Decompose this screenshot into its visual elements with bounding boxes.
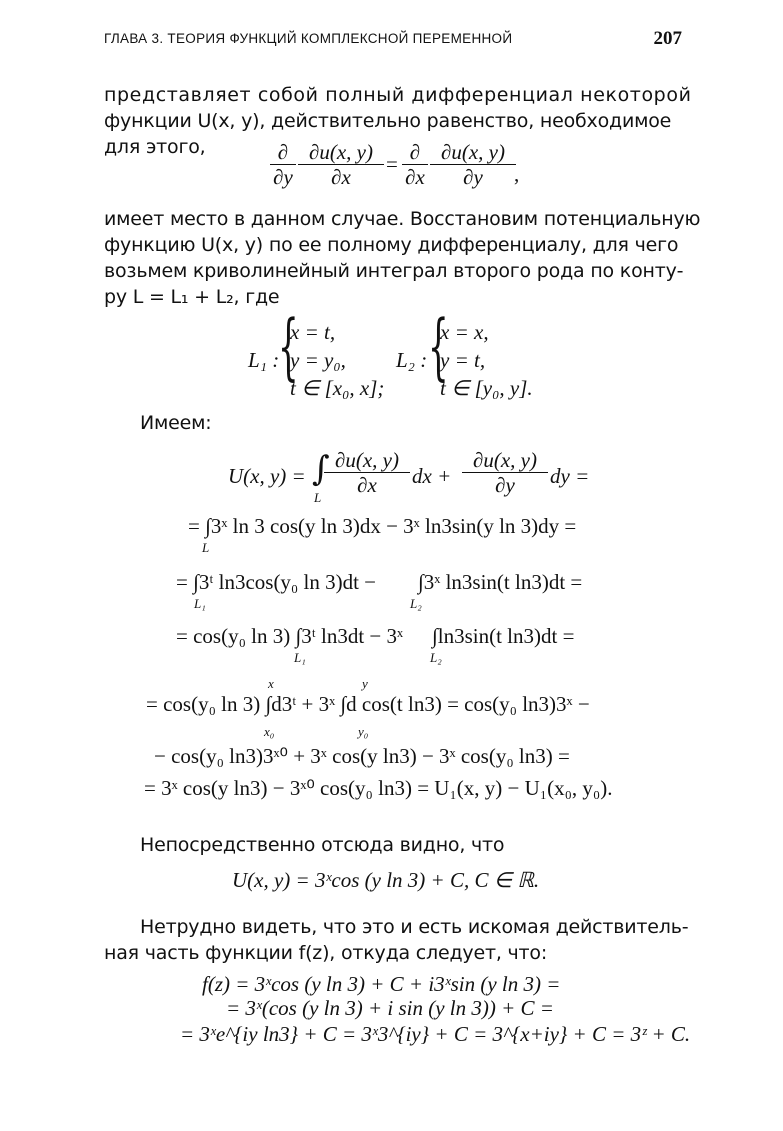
integral-subscript: L₂ (430, 650, 442, 665)
final-line: f(z) = 3ˣcos (y ln 3) + C + i3ˣsin (y ln 3) = (202, 972, 561, 996)
integral-subscript: L (202, 540, 210, 555)
final-derivation (180, 972, 691, 1052)
curve-label-L1: L₁ : (248, 348, 280, 372)
integral-subscript: L (314, 490, 322, 505)
calc-line: = ∫3ᵗ ln3cos(y₀ ln 3)dt − (176, 570, 377, 594)
denominator: ∂x (405, 165, 425, 189)
curve-L1-line: t ∈ [x₀, x]; (290, 376, 385, 400)
calc-line: = cos(y₀ ln 3) ∫d3ᵗ + 3ˣ ∫d cos(t ln3) = cos(y₀ ln3)3ˣ − (146, 692, 590, 716)
text-line: Непосредственно отсюда видно, что (140, 834, 505, 856)
numerator: ∂ (270, 140, 296, 165)
text-line: представляет собой полный дифференциал некоторой (104, 84, 692, 106)
brace-icon: { (278, 304, 299, 388)
numerator: ∂u(x, y) (324, 448, 410, 473)
curve-definitions (248, 304, 548, 408)
calc-line: ∫ln3sin(t ln3)dt = (432, 624, 575, 648)
denominator: ∂y (273, 165, 293, 189)
numerator: ∂u(x, y) (298, 140, 384, 165)
integral-lower-limit: y₀ (358, 724, 369, 739)
fraction (430, 140, 516, 189)
paragraph-potential (104, 206, 701, 312)
brace-icon: { (428, 304, 449, 388)
integral-subscript: L₂ (410, 596, 422, 611)
curve-L2-line: x = x, (440, 320, 489, 344)
calc-line: − cos(y₀ ln3)3ˣ⁰ + 3ˣ cos(y ln3) − 3ˣ cos(y₀ ln3) = (154, 744, 570, 768)
paragraph-real-part (104, 914, 689, 968)
calc-line: ∫3ˣ ln3sin(t ln3)dt = (418, 570, 583, 594)
text-line: Имеем: (140, 412, 212, 434)
fraction (402, 140, 428, 189)
final-line: = 3ˣ(cos (y ln 3) + i sin (y ln 3)) + C = (226, 996, 554, 1020)
fraction (324, 448, 410, 497)
text-line: функцию U(x, y) по ее полному дифференциалу, для чего (104, 234, 679, 256)
text-line: Нетрудно видеть, что это и есть искомая действитель- (140, 916, 689, 938)
comma: , (514, 162, 520, 186)
calc-line: = ∫3ˣ ln 3 cos(y ln 3)dx − 3ˣ ln3sin(y ln 3)dy = (188, 514, 577, 538)
integral-upper-limit: x (268, 676, 274, 691)
denominator: ∂y (495, 473, 515, 497)
text-line: для этого, (104, 136, 206, 158)
integral-lower-limit: x₀ (264, 724, 275, 739)
chapter-title: ГЛАВА 3. ТЕОРИЯ ФУНКЦИЙ КОМПЛЕКСНОЙ ПЕРЕМЕННОЙ (104, 31, 513, 46)
integral-upper-limit: y (362, 676, 368, 691)
fraction (270, 140, 296, 189)
equals-sign: = (386, 152, 398, 176)
final-line: = 3ˣe^{iy ln3} + C = 3ˣ3^{iy} + C = 3^{x+iy} + C = 3ᶻ + C. (180, 1022, 691, 1046)
fraction (298, 140, 384, 189)
curve-L1-line: x = t, (290, 320, 336, 344)
calc-lhs: U(x, y) = (228, 464, 306, 488)
page-number: 207 (653, 28, 682, 49)
calc-line: = cos(y₀ ln 3) ∫3ᵗ ln3dt − 3ˣ (176, 624, 404, 648)
text-line: ру L = L₁ + L₂, где (104, 286, 280, 308)
imeem-label (140, 410, 340, 436)
numerator: ∂ (402, 140, 428, 165)
text-line: ная часть функции f(z), откуда следует, что: (104, 942, 548, 964)
curve-L2-line: y = t, (440, 348, 486, 372)
denominator: ∂y (463, 165, 483, 189)
denominator: ∂x (357, 473, 377, 497)
calc-dy: dy = (550, 464, 590, 488)
numerator: ∂u(x, y) (430, 140, 516, 165)
text-line: функции U(x, y), действительно равенство, необходимое (104, 110, 672, 132)
integral-calculation (140, 448, 680, 808)
text-line: имеет место в данном случае. Восстановим потенциальную (104, 208, 701, 230)
running-header (104, 28, 682, 52)
equation-U: U(x, y) = 3ˣcos (y ln 3) + C, C ∈ ℝ. (232, 868, 540, 892)
calc-dx: dx + (412, 464, 452, 488)
equation-mixed-partials (270, 140, 520, 196)
integral-subscript: L₁ (194, 596, 206, 611)
curve-L2-line: t ∈ [y₀, y]. (440, 376, 533, 400)
calc-line: = 3ˣ cos(y ln3) − 3ˣ⁰ cos(y₀ ln3) = U₁(x, y) − U₁(x₀, y₀). (144, 776, 613, 800)
text-line: возьмем криволинейный интеграл второго рода по конту- (104, 260, 684, 282)
integral-subscript: L₁ (294, 650, 306, 665)
numerator: ∂u(x, y) (462, 448, 548, 473)
denominator: ∂x (331, 165, 351, 189)
integral-sign: ∫ (312, 449, 330, 489)
curve-L1-line: y = y₀, (290, 348, 346, 372)
fraction (462, 448, 548, 497)
curve-label-L2: L₂ : (396, 348, 428, 372)
paragraph-conclusion (140, 832, 640, 858)
